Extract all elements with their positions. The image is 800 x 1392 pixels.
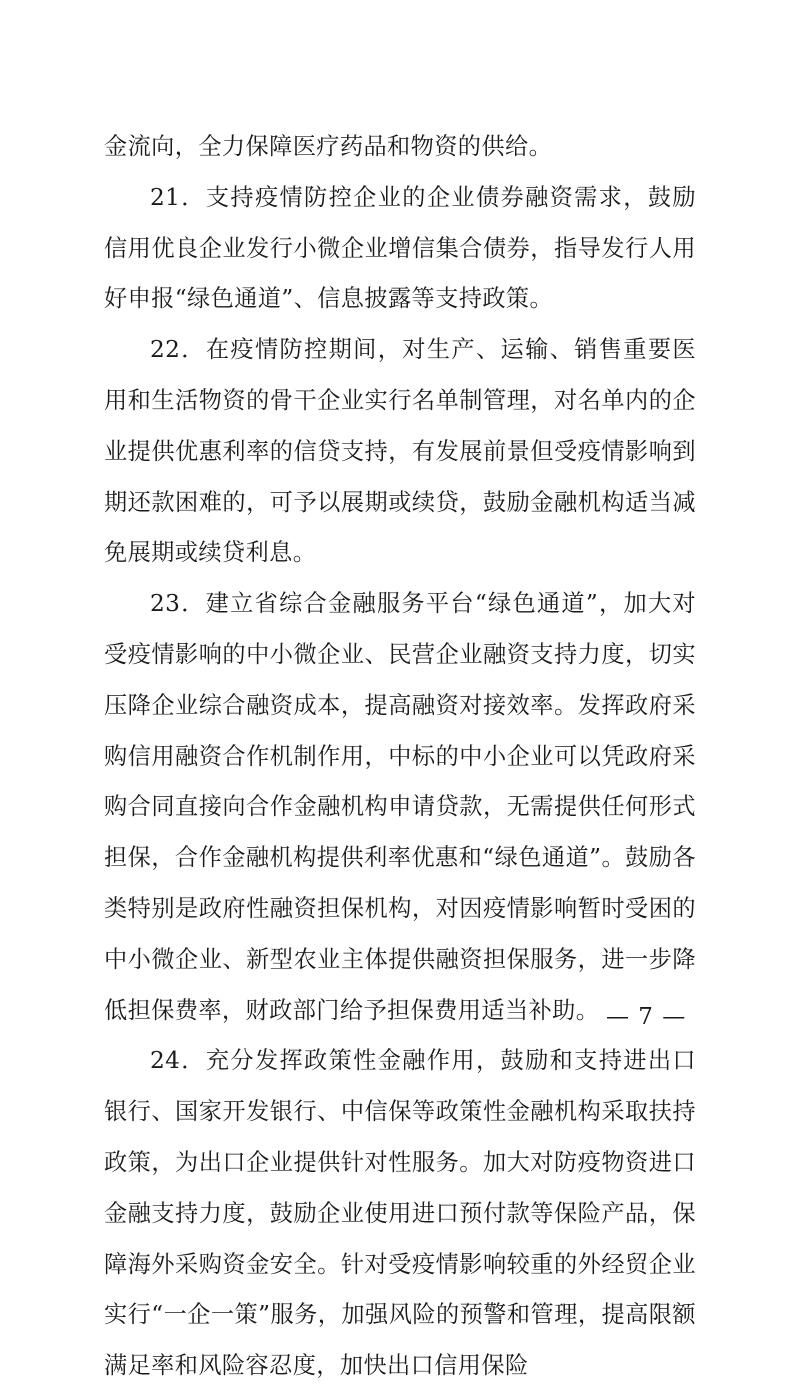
document-body xyxy=(104,122,696,1392)
paragraph-continuation: 金流向，全力保障医疗药品和物资的供给。 xyxy=(104,133,553,160)
page-number: — 7 — xyxy=(606,1004,687,1030)
paragraph-item-23: 23．建立省综合金融服务平台“绿色通道”，加大对受疫情影响的中小微企业、民营企业融资支持力度，切实压降企业综合融资成本，提高融资对接效率。发挥政府采购信用融资合作机制作用，中标的中小企业可以凭政府采购合同直接向合作金融机构申请贷款，无需提供任何形式担保，合作金融机构提供利率优惠和“绿色通道”。鼓励各类特别是政府性融资担保机构，对因疫情影响暂时受困的中小微企业、新型农业主体提供融资担保服务，进一步降低担保费率，财政部门给予担保费用适当补助。 xyxy=(104,590,696,1024)
paragraph-item-24: 24．充分发挥政策性金融作用，鼓励和支持进出口银行、国家开发银行、中信保等政策性金融机构采取扶持政策，为出口企业提供针对性服务。加大对防疫物资进口金融支持力度，鼓励企业使用进口预付款等保险产品，保障海外采购资金安全。针对受疫情影响较重的外经贸企业实行“一企一策”服务，加强风险的预警和管理，提高限额满足率和风险容忍度，加快出口信用保险 xyxy=(104,1047,696,1380)
paragraph-item-21: 21．支持疫情防控企业的企业债券融资需求，鼓励信用优良企业发行小微企业增信集合债券，指导发行人用好申报“绿色通道”、信息披露等支持政策。 xyxy=(104,183,696,313)
paragraph-item-22: 22．在疫情防控期间，对生产、运输、销售重要医用和生活物资的骨干企业实行名单制管理，对名单内的企业提供优惠利率的信贷支持，有发展前景但受疫情影响到期还款困难的，可予以展期或续贷，鼓励金融机构适当减免展期或续贷利息。 xyxy=(104,336,696,567)
